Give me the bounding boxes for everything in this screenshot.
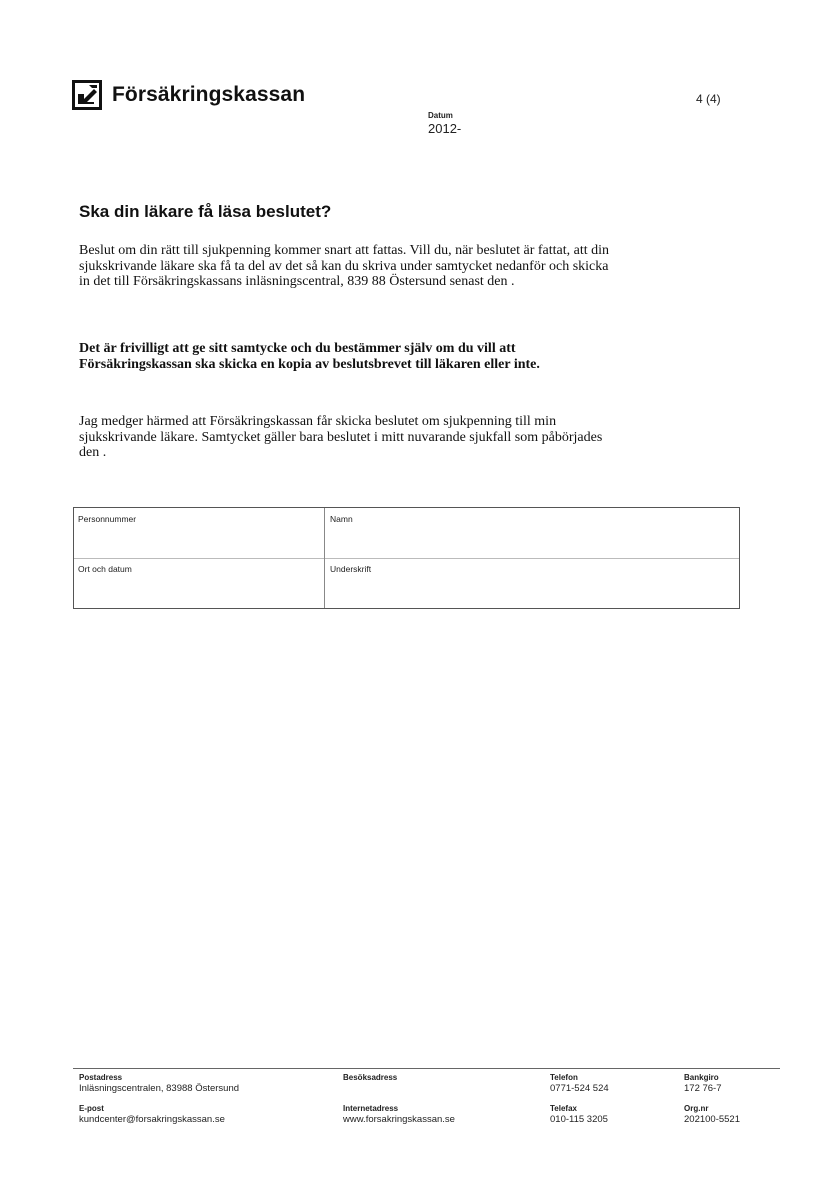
telefon-label: Telefon [550, 1073, 578, 1082]
intro-paragraph: Beslut om din rätt till sjukpenning kommer snart att fattas. Vill du, när beslutet är fattat, att din sjukskrivande läkare ska få ta del av det så kan du skriva under samtycket nedanför och skicka in det till Försäkringskassans inläsningscentral, 839 88 Östersund senast den . [79, 243, 610, 289]
page-title: Ska din läkare få läsa beslutet? [79, 202, 332, 221]
personnummer-field[interactable]: Personnummer [78, 514, 137, 524]
consent-form-table [73, 507, 740, 609]
postadress-value: Inläsningscentralen, 83988 Östersund [79, 1083, 240, 1094]
voluntary-notice: Det är frivilligt att ge sitt samtycke och du bestämmer själv om du vill att Försäkringskassan ska skicka en kopia av beslutsbrevet till läkaren eller inte. [79, 341, 540, 372]
besoksadress-label: Besöksadress [343, 1073, 398, 1082]
date-value: 2012- [428, 121, 462, 136]
orgnr-value: 202100-5521 [684, 1114, 740, 1125]
postadress-label: Postadress [79, 1073, 123, 1082]
form-row-divider [74, 558, 739, 559]
forsakringskassan-logo-icon [72, 80, 102, 110]
footer-divider [73, 1068, 780, 1069]
telefax-value: 010-115 3205 [550, 1114, 608, 1125]
date-label: Datum [428, 111, 453, 120]
consent-statement: Jag medger härmed att Försäkringskassan får skicka beslutet om sjukpenning till min sjukskrivande läkare. Samtycket gäller bara beslutet i mitt nuvarande sjukfall som påbörjades den . [79, 414, 603, 460]
brand-name: Försäkringskassan [112, 83, 306, 106]
namn-field[interactable]: Namn [330, 514, 353, 524]
epost-label: E-post [79, 1104, 104, 1113]
internetadress-value[interactable]: www.forsakringskassan.se [343, 1114, 455, 1125]
internetadress-label: Internetadress [343, 1104, 399, 1113]
bankgiro-value: 172 76-7 [684, 1083, 722, 1094]
form-column-divider [324, 508, 325, 608]
underskrift-field[interactable]: Underskrift [330, 564, 372, 574]
orgnr-label: Org.nr [684, 1104, 709, 1113]
bankgiro-label: Bankgiro [684, 1073, 719, 1082]
telefon-value: 0771-524 524 [550, 1083, 609, 1094]
brand-logo [72, 80, 305, 110]
epost-value[interactable]: kundcenter@forsakringskassan.se [79, 1114, 225, 1125]
telefax-label: Telefax [550, 1104, 577, 1113]
ort-datum-field[interactable]: Ort och datum [78, 564, 132, 574]
page-number: 4 (4) [696, 92, 721, 106]
